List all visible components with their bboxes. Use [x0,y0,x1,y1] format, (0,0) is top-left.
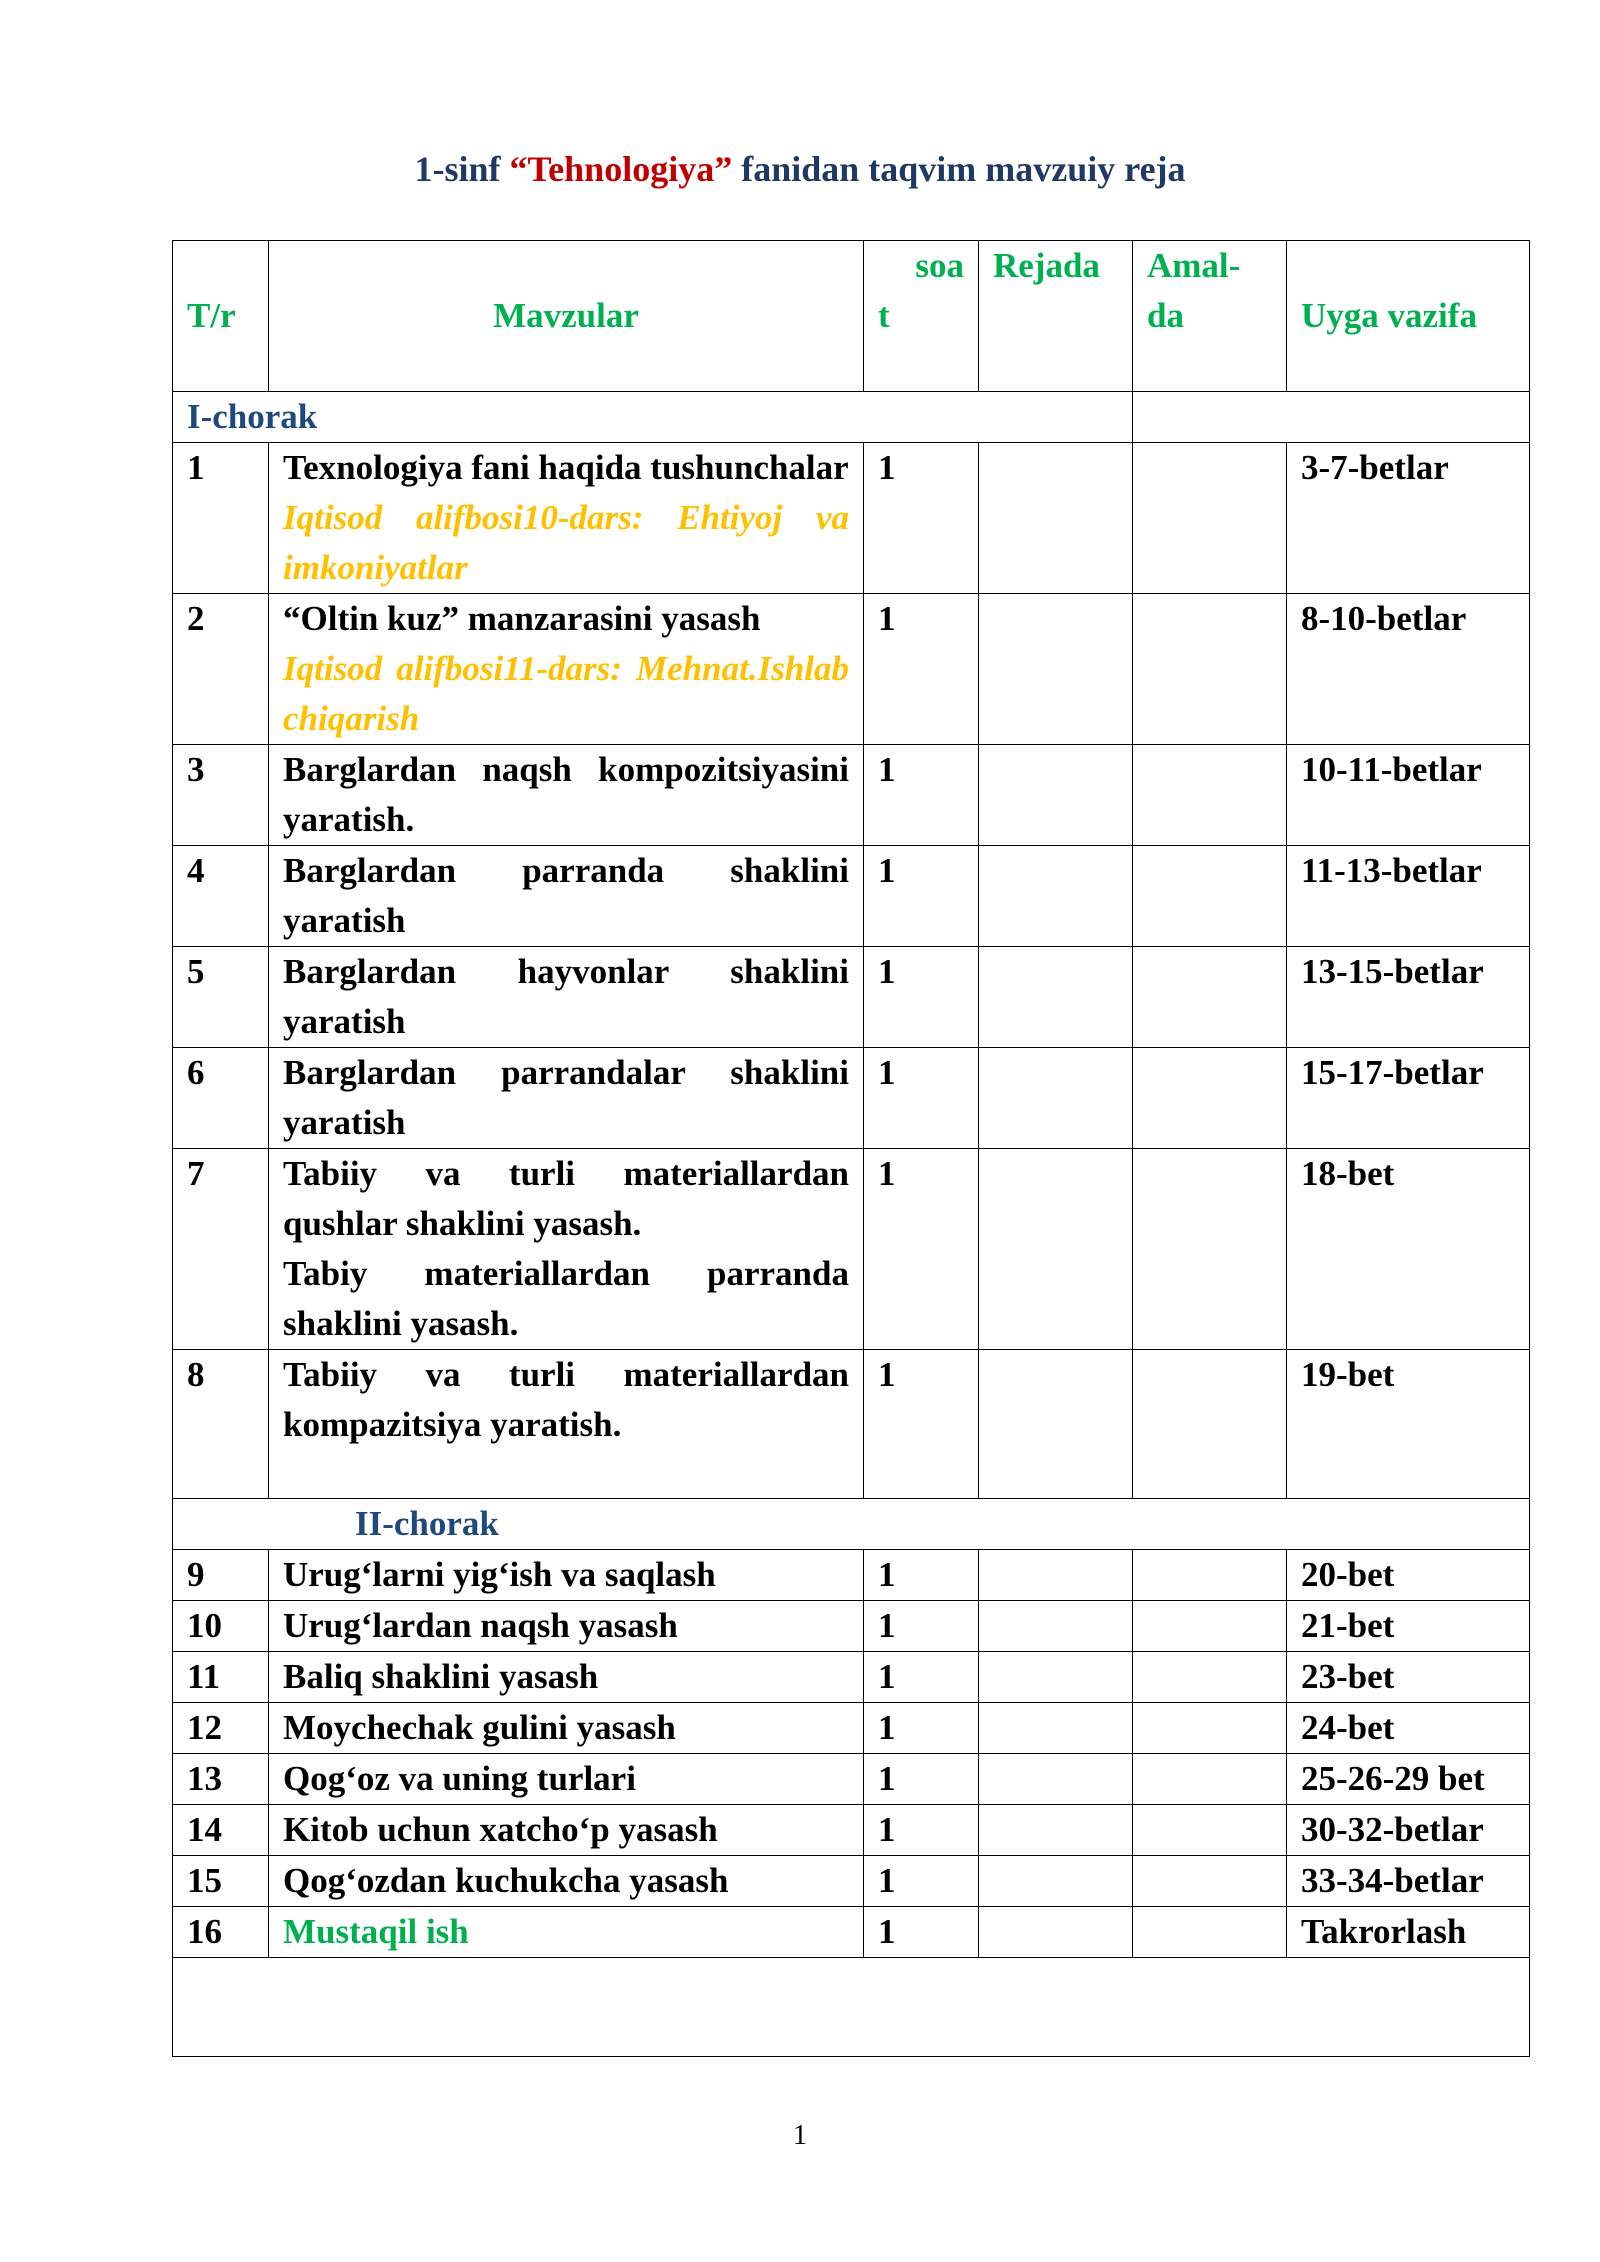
table-row [173,1048,1530,1149]
row-number: 6 [173,1048,269,1149]
section-label: II-chorak [173,1499,1530,1550]
row-topic [269,1350,864,1499]
topic-text: Qog‘oz va uning turlari [283,1759,636,1798]
row-topic [269,1601,864,1652]
row-number: 9 [173,1550,269,1601]
row-planned-date [979,1350,1133,1499]
row-number: 16 [173,1907,269,1958]
row-hours: 1 [864,1754,979,1805]
row-hours: 1 [864,1703,979,1754]
row-hours: 1 [864,1652,979,1703]
topic-text: Mustaqil ish [283,1912,469,1951]
row-planned-date [979,1601,1133,1652]
row-actual-date [1133,443,1287,594]
row-hours: 1 [864,1805,979,1856]
table-row [173,1350,1530,1499]
title-subject: “Tehnologiya” [509,149,733,189]
row-homework: Takrorlash [1287,1907,1530,1958]
row-actual-date [1133,594,1287,745]
topic-text: Tabiiy va turli materiallardan kompazitsiya yaratish. [283,1355,849,1444]
topic-text: Texnologiya fani haqida tushunchalar [283,448,849,487]
document-title [0,148,1600,190]
row-hours: 1 [864,1350,979,1499]
row-homework: 15-17-betlar [1287,1048,1530,1149]
row-hours: 1 [864,1907,979,1958]
row-actual-date [1133,1754,1287,1805]
row-number: 3 [173,745,269,846]
row-homework: 20-bet [1287,1550,1530,1601]
row-homework: 13-15-betlar [1287,947,1530,1048]
row-hours: 1 [864,947,979,1048]
row-actual-date [1133,1149,1287,1350]
topic-text: Tabiy materiallardan parranda shaklini yasash. [283,1254,849,1343]
row-homework: 30-32-betlar [1287,1805,1530,1856]
row-hours: 1 [864,1550,979,1601]
row-topic [269,1754,864,1805]
page-number: 1 [793,2120,807,2151]
header-planned: Rejada [979,241,1133,392]
economics-lesson-note: Iqtisod alifbosi11-dars: Mehnat.Ishlab chiqarish [283,649,849,738]
section-row [173,1499,1530,1550]
row-hours: 1 [864,745,979,846]
topic-text: Barglardan hayvonlar shaklini yaratish [283,952,849,1041]
table-row [173,745,1530,846]
section-row [173,392,1530,443]
header-num: T/r [173,241,269,392]
row-number: 2 [173,594,269,745]
header-soat-line2: t [878,296,890,335]
row-actual-date [1133,1550,1287,1601]
row-planned-date [979,1550,1133,1601]
row-number: 8 [173,1350,269,1499]
row-topic [269,947,864,1048]
row-homework: 33-34-betlar [1287,1856,1530,1907]
row-homework: 21-bet [1287,1601,1530,1652]
row-topic [269,1703,864,1754]
row-actual-date [1133,1601,1287,1652]
row-hours: 1 [864,594,979,745]
row-actual-date [1133,1805,1287,1856]
row-planned-date [979,594,1133,745]
table-row [173,594,1530,745]
row-planned-date [979,846,1133,947]
row-planned-date [979,1149,1133,1350]
row-planned-date [979,1754,1133,1805]
topic-text: Moychechak gulini yasash [283,1708,676,1747]
empty-footer-row [173,1958,1530,2057]
row-topic [269,1149,864,1350]
section-label: I-chorak [173,392,1133,443]
row-actual-date [1133,1350,1287,1499]
row-homework: 3-7-betlar [1287,443,1530,594]
table-row [173,1550,1530,1601]
row-hours: 1 [864,443,979,594]
row-number: 1 [173,443,269,594]
row-hours: 1 [864,846,979,947]
row-planned-date [979,1907,1133,1958]
table-row [173,1805,1530,1856]
row-homework: 24-bet [1287,1703,1530,1754]
table-row [173,1907,1530,1958]
topic-text: Kitob uchun xatcho‘p yasash [283,1810,718,1849]
row-topic [269,1550,864,1601]
topic-text: Barglardan parrandalar shaklini yaratish [283,1053,849,1142]
row-planned-date [979,1652,1133,1703]
row-number: 7 [173,1149,269,1350]
row-number: 13 [173,1754,269,1805]
row-hours: 1 [864,1601,979,1652]
header-soat-line1: soa [915,246,964,285]
header-homework: Uyga vazifa [1287,241,1530,392]
row-number: 12 [173,1703,269,1754]
row-number: 11 [173,1652,269,1703]
table-row [173,443,1530,594]
row-number: 5 [173,947,269,1048]
economics-lesson-note: Iqtisod alifbosi10-dars: Ehtiyoj va imkoniyatlar [283,498,849,587]
header-soat [864,241,979,392]
table-row [173,1601,1530,1652]
section-empty-cell [1133,392,1530,443]
row-number: 10 [173,1601,269,1652]
row-topic [269,846,864,947]
header-actual-line1: Amal- [1147,246,1241,285]
table-row [173,1652,1530,1703]
row-hours: 1 [864,1149,979,1350]
row-topic [269,443,864,594]
row-actual-date [1133,1652,1287,1703]
topic-text: Urug‘lardan naqsh yasash [283,1606,678,1645]
topic-text: “Oltin kuz” manzarasini yasash [283,599,761,638]
row-hours: 1 [864,1856,979,1907]
row-homework: 18-bet [1287,1149,1530,1350]
table-row [173,1149,1530,1350]
header-actual-line2: da [1147,296,1184,335]
calendar-plan-table [172,240,1530,2057]
row-topic [269,1907,864,1958]
title-prefix: 1-sinf [414,149,510,189]
row-actual-date [1133,1703,1287,1754]
table-row [173,1754,1530,1805]
table-row [173,1703,1530,1754]
row-number: 15 [173,1856,269,1907]
row-actual-date [1133,1856,1287,1907]
topic-text: Baliq shaklini yasash [283,1657,599,1696]
row-planned-date [979,745,1133,846]
row-topic [269,745,864,846]
row-actual-date [1133,1048,1287,1149]
row-number: 4 [173,846,269,947]
header-topic: Mavzular [269,241,864,392]
table-row [173,1856,1530,1907]
row-homework: 19-bet [1287,1350,1530,1499]
row-hours: 1 [864,1048,979,1149]
empty-cell [173,1958,1530,2057]
row-planned-date [979,947,1133,1048]
row-actual-date [1133,947,1287,1048]
row-topic [269,1652,864,1703]
row-actual-date [1133,846,1287,947]
header-row [173,241,1530,392]
topic-text: Barglardan parranda shaklini yaratish [283,851,849,940]
row-planned-date [979,1703,1133,1754]
row-topic [269,1048,864,1149]
row-homework: 8-10-betlar [1287,594,1530,745]
topic-text: Barglardan naqsh kompozitsiyasini yaratish. [283,750,849,839]
topic-text: Tabiiy va turli materiallardan qushlar shaklini yasash. [283,1154,849,1243]
table-row [173,846,1530,947]
title-suffix: fanidan taqvim mavzuiy reja [741,149,1186,189]
row-homework: 25-26-29 bet [1287,1754,1530,1805]
topic-text: Urug‘larni yig‘ish va saqlash [283,1555,716,1594]
row-number: 14 [173,1805,269,1856]
row-homework: 11-13-betlar [1287,846,1530,947]
row-homework: 10-11-betlar [1287,745,1530,846]
row-planned-date [979,1048,1133,1149]
row-planned-date [979,443,1133,594]
row-topic [269,1856,864,1907]
row-topic [269,594,864,745]
row-actual-date [1133,1907,1287,1958]
row-actual-date [1133,745,1287,846]
header-actual [1133,241,1287,392]
topic-text: Qog‘ozdan kuchukcha yasash [283,1861,729,1900]
table-row [173,947,1530,1048]
row-planned-date [979,1856,1133,1907]
row-homework: 23-bet [1287,1652,1530,1703]
row-topic [269,1805,864,1856]
row-planned-date [979,1805,1133,1856]
